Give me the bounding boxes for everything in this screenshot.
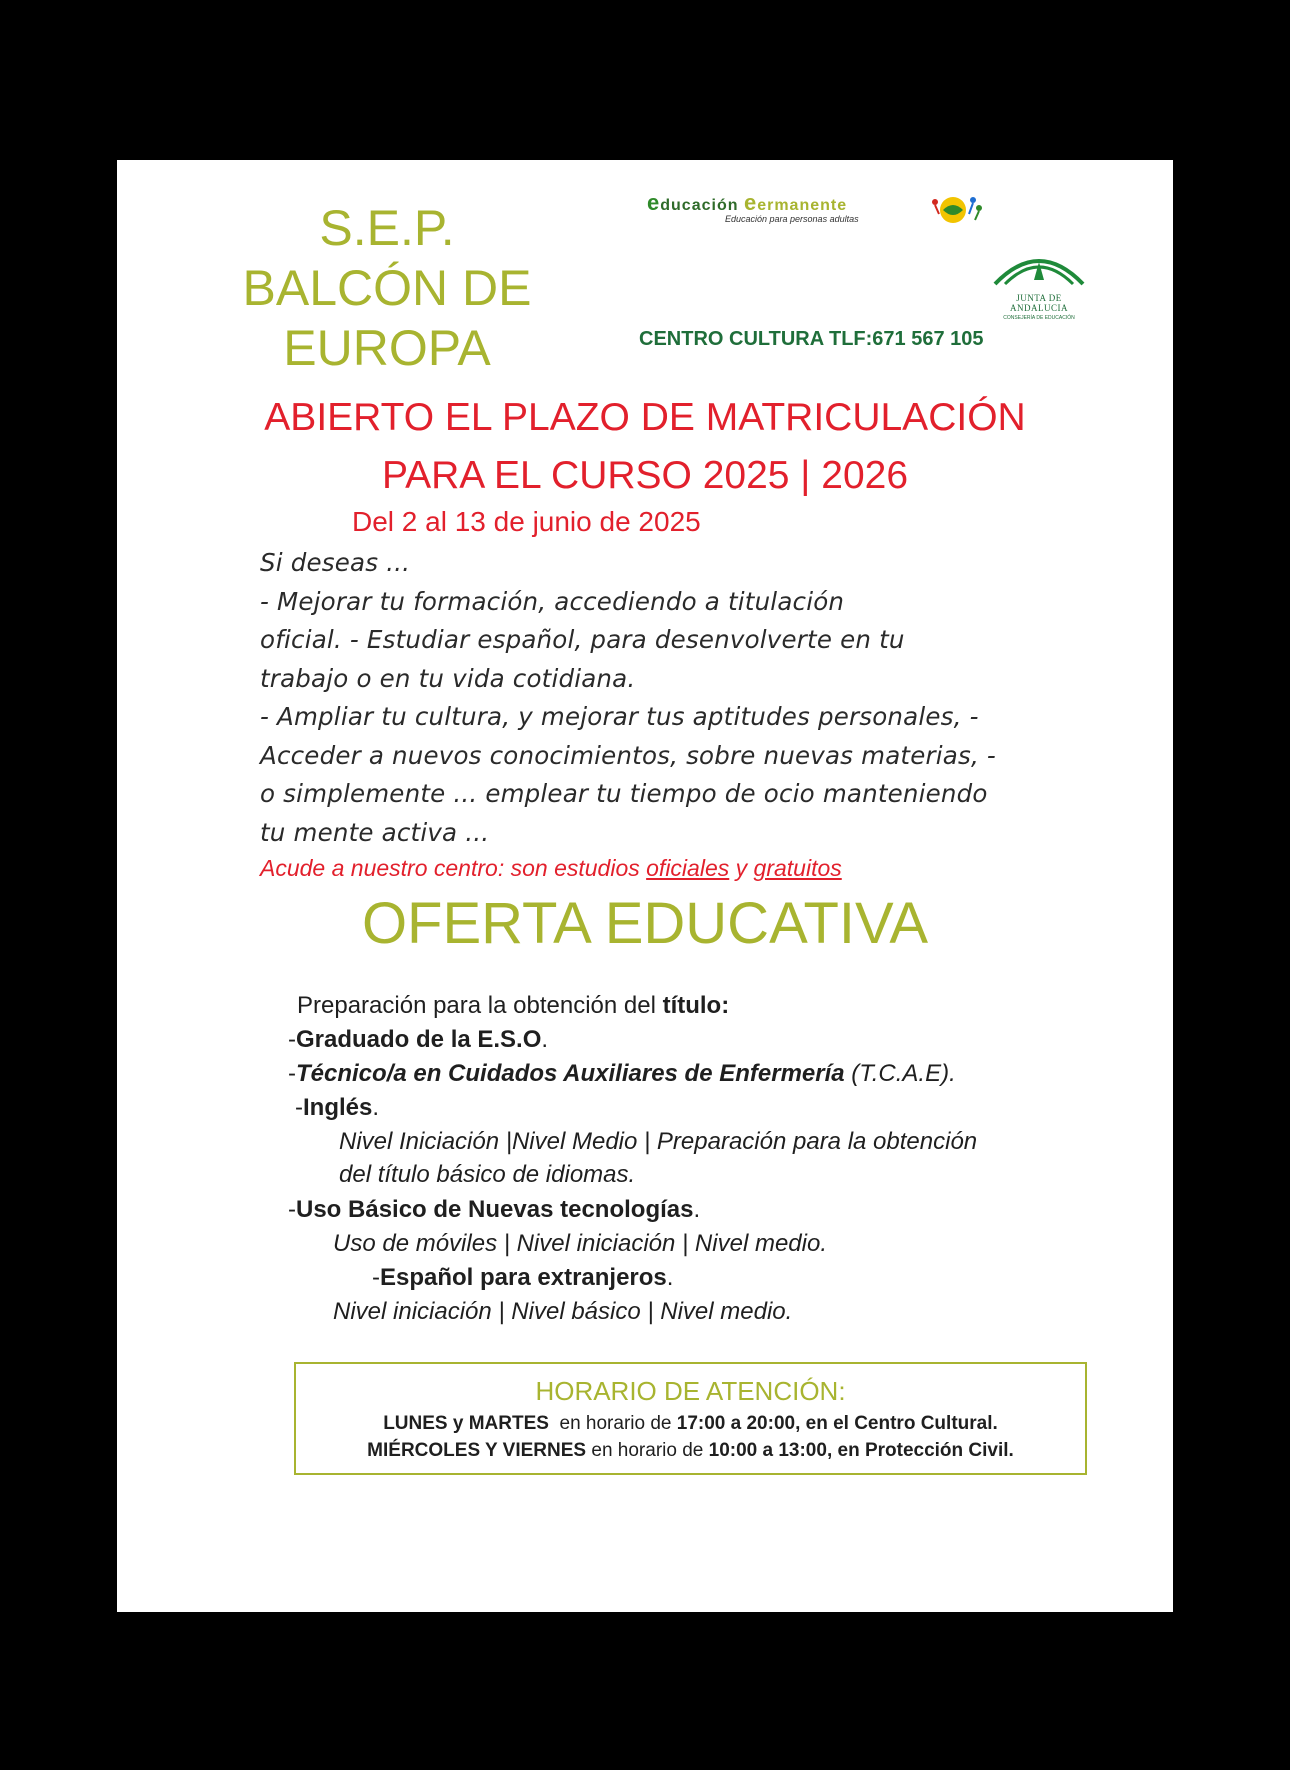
period: . <box>693 1196 701 1223</box>
prep-bold: título: <box>662 992 730 1019</box>
offer-tec-name: Uso Básico de Nuevas tecnologías <box>296 1196 694 1223</box>
intro-line: Si deseas ... <box>260 548 411 577</box>
horario-line-2 <box>296 1440 1085 1462</box>
logo-text-permanente: ermanente <box>757 197 848 214</box>
dash: - <box>295 1094 303 1121</box>
educacion-permanente-logo: educación eermanente Educación para personas adultas <box>647 190 987 240</box>
period: . <box>666 1264 674 1291</box>
call-to-action <box>260 855 842 882</box>
junta-sub: CONSEJERÍA DE EDUCACIÓN <box>1003 315 1075 321</box>
dash: - <box>288 1060 296 1087</box>
offer-eso <box>288 1026 548 1054</box>
logo-subtitle: Educación para personas adultas <box>725 214 859 224</box>
days-miercoles-viernes: MIÉRCOLES Y VIERNES <box>367 1440 587 1461</box>
offer-tecnologias <box>288 1196 700 1224</box>
enrollment-dates: Del 2 al 13 de junio de 2025 <box>352 506 701 537</box>
oferta-title: OFERTA EDUCATIVA <box>361 891 929 956</box>
logo-text-educacion: ducación <box>660 197 739 214</box>
prep-line <box>297 992 729 1020</box>
cta-gratuitos: gratuitos <box>753 855 842 881</box>
time-proteccion-civil: 10:00 a 13:00, en Protección Civil. <box>708 1440 1014 1461</box>
horario-mid: en horario de <box>548 1413 677 1434</box>
horario-line-1 <box>296 1413 1085 1435</box>
course-headline: PARA EL CURSO 2025 | 2026 <box>381 454 909 497</box>
offer-esp-name: Español para extranjeros <box>380 1264 667 1291</box>
cta-middle: y <box>729 855 754 881</box>
cta-prefix: Acude a nuestro centro: son estudios <box>260 855 647 881</box>
dash: - <box>372 1264 380 1291</box>
intro-line: Acceder a nuevos conocimientos, sobre nuevas materias, - <box>260 740 996 770</box>
intro-line: - Mejorar tu formación, accediendo a titulación <box>260 586 845 616</box>
junta-name: JUNTA DE ANDALUCIA <box>1010 293 1068 313</box>
school-title-line: EUROPA <box>283 320 491 376</box>
people-globe-icon <box>929 192 985 228</box>
horario-box <box>294 1362 1087 1475</box>
horario-title: HORARIO DE ATENCIÓN: <box>535 1376 846 1406</box>
flyer-page <box>117 160 1173 1612</box>
offer-ingles-name: Inglés <box>303 1094 373 1121</box>
dash: - <box>288 1196 296 1223</box>
intro-line: oficial. - Estudiar español, para desenvolverte en tu <box>260 625 905 654</box>
intro-line: - Ampliar tu cultura, y mejorar tus aptitudes personales, - <box>260 702 979 731</box>
days-lunes-martes: LUNES y MARTES <box>383 1413 549 1434</box>
prep-text: Preparación para la obtención del <box>297 992 663 1019</box>
offer-espanol <box>372 1264 673 1292</box>
school-title-line: S.E.P. <box>319 200 455 256</box>
dash: - <box>288 1026 296 1053</box>
tec-levels: Uso de móviles | Nivel iniciación | Nivel medio. <box>333 1230 827 1257</box>
horario-mid: en horario de <box>586 1440 709 1461</box>
enrollment-headline: ABIERTO EL PLAZO DE MATRICULACIÓN <box>264 396 1026 439</box>
ingles-levels: Nivel Iniciación |Nivel Medio | Preparación para la obtención <box>339 1128 978 1155</box>
school-title <box>217 198 557 378</box>
period: . <box>541 1026 549 1053</box>
intro-line: o simplemente ... emplear tu tiempo de ocio manteniendo <box>260 779 988 808</box>
phone-contact: CENTRO CULTURA TLF:671 567 105 <box>639 328 984 350</box>
offer-ingles <box>295 1094 379 1122</box>
intro-text <box>260 544 1020 852</box>
offer-eso-name: Graduado de la E.S.O <box>296 1026 542 1053</box>
time-centro-cultural: 17:00 a 20:00, en el Centro Cultural. <box>676 1413 998 1434</box>
intro-line: tu mente activa ... <box>260 817 490 847</box>
offer-tcae <box>288 1060 956 1088</box>
junta-arch-icon <box>989 244 1089 288</box>
junta-andalucia-logo <box>987 244 1091 324</box>
school-title-line: BALCÓN DE <box>242 260 532 316</box>
period: . <box>372 1094 380 1121</box>
cta-oficiales: oficiales <box>646 855 730 881</box>
esp-levels: Nivel iniciación | Nivel básico | Nivel medio. <box>333 1298 793 1325</box>
intro-line: trabajo o en tu vida cotidiana. <box>260 663 636 693</box>
offer-tcae-name: Técnico/a en Cuidados Auxiliares de Enfermería <box>296 1060 845 1087</box>
offer-tcae-abbr: (T.C.A.E). <box>844 1060 956 1087</box>
ingles-levels-2: del título básico de idiomas. <box>339 1161 636 1188</box>
